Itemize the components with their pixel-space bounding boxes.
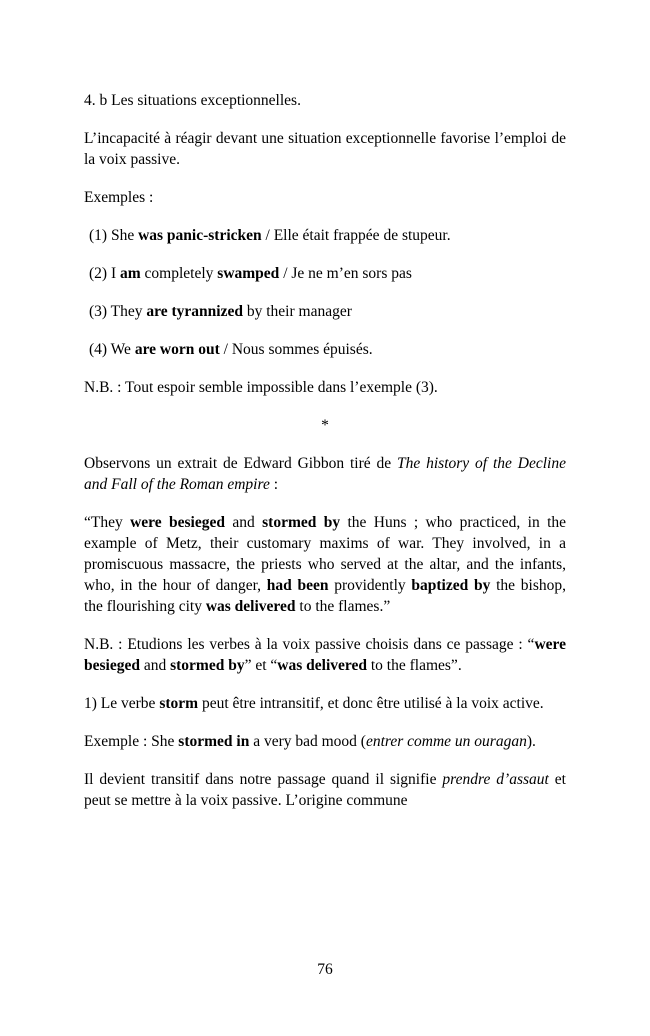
text-segment: Il devient transitif dans notre passage quand il signifie xyxy=(84,771,443,788)
text-segment: completely xyxy=(140,265,218,282)
text-segment: Exemples : xyxy=(84,189,154,206)
text-segment: am xyxy=(120,265,141,282)
text-segment: 1) Le verbe xyxy=(84,695,160,712)
text-segment: * xyxy=(321,417,329,434)
text-segment: / Nous sommes épuisés. xyxy=(219,341,373,358)
text-segment: ” et “ xyxy=(244,657,278,674)
text-segment: N.B. : Tout espoir semble impossible dans l’exemple (3). xyxy=(84,379,438,396)
text-segment: et peut se mettre à la voix passive. L’origine commune xyxy=(84,771,566,809)
text-segment: baptized by xyxy=(411,577,491,594)
text-segment: “They xyxy=(84,514,131,531)
text-segment: / Elle était frappée de stupeur. xyxy=(261,227,451,244)
text-segment: are tyrannized xyxy=(146,303,243,320)
text-segment: the bishop, the flourishing city xyxy=(84,577,566,615)
storm-example xyxy=(84,731,566,752)
examples-label xyxy=(84,187,566,208)
text-segment: a very bad mood ( xyxy=(249,733,366,750)
text-segment: were besieged xyxy=(84,636,566,674)
closing-paragraph xyxy=(84,769,566,811)
text-segment: was panic-stricken xyxy=(138,227,262,244)
text-segment: Exemple : She xyxy=(84,733,179,750)
intro-paragraph xyxy=(84,128,566,170)
text-segment: (2) I xyxy=(89,265,120,282)
text-segment: and xyxy=(225,514,263,531)
text-segment: (3) They xyxy=(89,303,147,320)
example-4 xyxy=(84,339,566,360)
page-content xyxy=(84,90,566,828)
text-segment: storm xyxy=(159,695,199,712)
text-segment: was delivered xyxy=(205,598,296,615)
text-segment: prendre d’assaut xyxy=(442,771,549,788)
text-segment: Observons un extrait de Edward Gibbon tiré de xyxy=(84,455,397,472)
text-segment: N.B. : Etudions les verbes à la voix passive choisis dans ce passage : “ xyxy=(84,636,535,653)
text-segment: stormed in xyxy=(178,733,250,750)
example-2 xyxy=(84,263,566,284)
text-segment: stormed by xyxy=(262,514,341,531)
point-1 xyxy=(84,693,566,714)
gibbon-quote xyxy=(84,512,566,617)
example-3 xyxy=(84,301,566,322)
text-segment: entrer comme un ouragan xyxy=(365,733,527,750)
text-segment: by their manager xyxy=(242,303,352,320)
text-segment: ). xyxy=(526,733,536,750)
text-segment: were besieged xyxy=(130,514,225,531)
text-segment: L’incapacité à réagir devant une situation exceptionnelle favorise l’emploi de la voix passive. xyxy=(84,130,566,168)
text-segment: providently xyxy=(328,577,412,594)
text-segment: was delivered xyxy=(277,657,367,674)
nota-bene-1 xyxy=(84,377,566,398)
text-segment: swamped xyxy=(217,265,280,282)
section-heading xyxy=(84,90,566,111)
gibbon-intro xyxy=(84,453,566,495)
text-segment: the Huns ; who practiced, in the example of Metz, their customary maxims of war. They involved, in a promiscuous massacre, the priests who served at the altar, and the infants, who, in the hour of danger, xyxy=(84,514,567,594)
text-segment: are worn out xyxy=(134,341,220,358)
text-segment: to the flames.” xyxy=(295,598,391,615)
text-segment: and xyxy=(139,657,171,674)
page-number: 76 xyxy=(317,961,333,978)
text-segment: 4. b Les situations exceptionnelles. xyxy=(84,92,301,109)
text-segment: (1) She xyxy=(89,227,139,244)
text-segment: stormed by xyxy=(170,657,245,674)
text-segment: : xyxy=(269,476,279,493)
text-segment: to the flames”. xyxy=(367,657,462,674)
text-segment: peut être intransitif, et donc être utilisé à la voix active. xyxy=(198,695,544,712)
text-segment: The history of the Decline and Fall of the Roman empire xyxy=(84,455,566,493)
separator-asterisk xyxy=(84,415,566,436)
text-segment: (4) We xyxy=(89,341,135,358)
text-segment: had been xyxy=(266,577,329,594)
nota-bene-2 xyxy=(84,634,566,676)
example-1 xyxy=(84,225,566,246)
text-segment: / Je ne m’en sors pas xyxy=(279,265,412,282)
